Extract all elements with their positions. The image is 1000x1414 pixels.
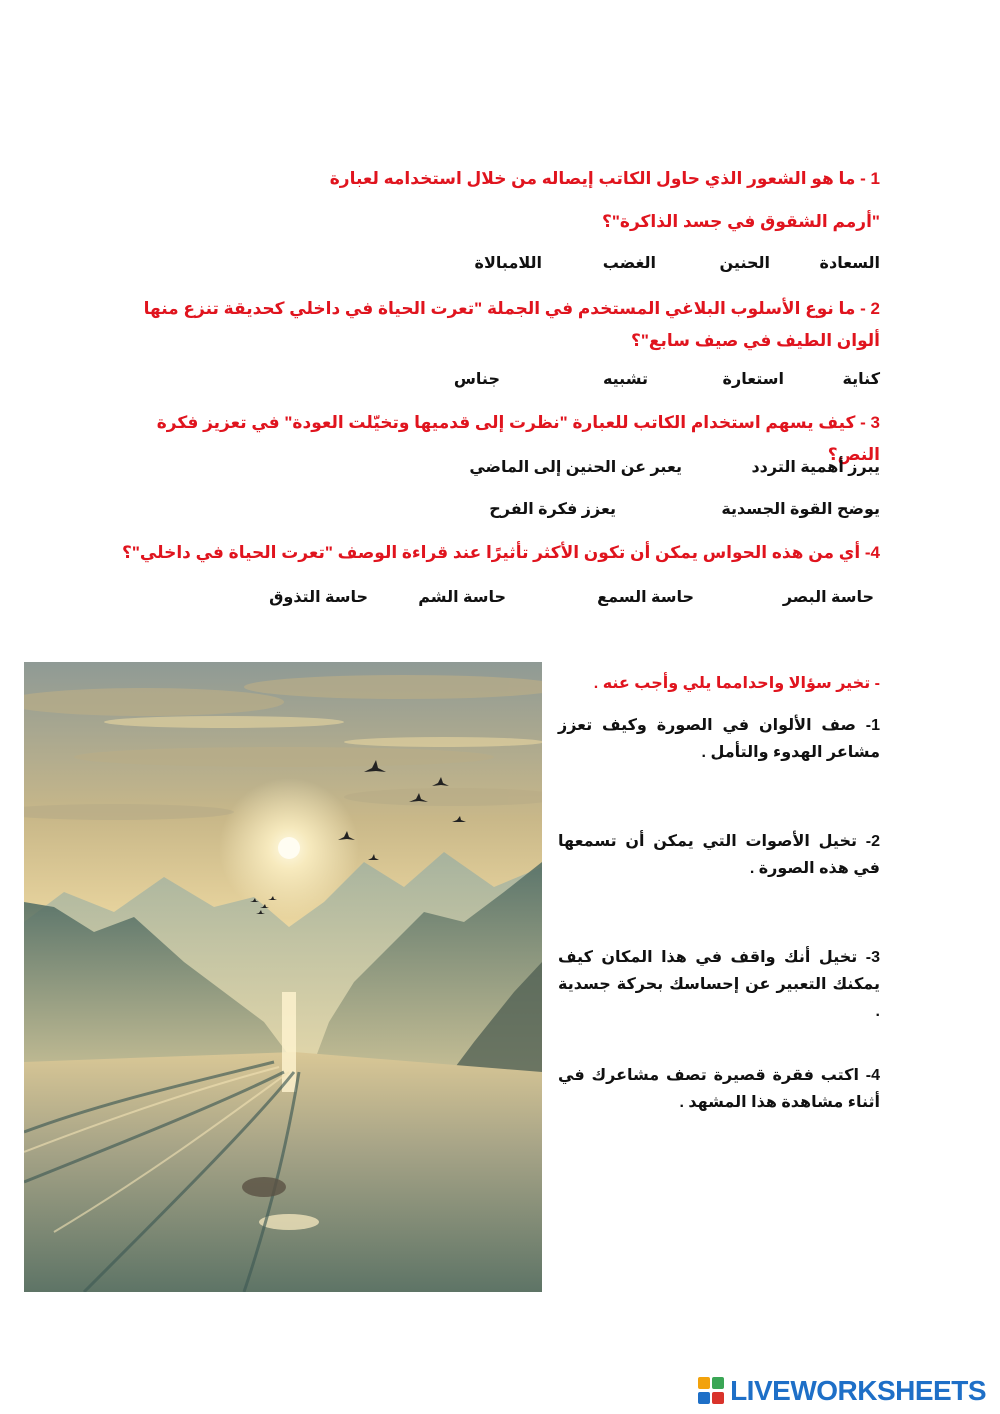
q4-option-2[interactable]: حاسة السمع bbox=[597, 589, 694, 606]
question-3-text: 3 - كيف يسهم استخدام الكاتب للعبارة "نظرت إلى قدميها وتخيّلت العودة" في تعزيز فكرة النص؟ bbox=[156, 413, 880, 464]
question-4-text: 4- أي من هذه الحواس يمكن أن تكون الأكثر تأثيرًا عند قراءة الوصف "تعرت الحياة في داخلي"؟ bbox=[122, 543, 880, 562]
q3-option-1[interactable]: يبرز أهمية التردد bbox=[751, 459, 880, 476]
q2-option-1[interactable]: كناية bbox=[842, 371, 880, 388]
question-1-quote: "أرمم الشقوق في جسد الذاكرة"؟ bbox=[601, 212, 880, 231]
task-instruction: - تخير سؤالا واحدامما يلي وأجب عنه . bbox=[593, 675, 880, 692]
q3-option-4[interactable]: يعزز فكرة الفرح bbox=[489, 501, 616, 518]
task-2: 2- تخيل الأصوات التي يمكن أن تسمعها في هذه الصورة . bbox=[558, 833, 880, 877]
q1-option-4[interactable]: اللامبالاة bbox=[474, 255, 542, 272]
question-4-options bbox=[120, 587, 880, 613]
q1-option-2[interactable]: الحنين bbox=[719, 255, 770, 272]
q2-option-2[interactable]: استعارة bbox=[722, 371, 784, 388]
question-3-options-row2 bbox=[120, 499, 880, 525]
brand-name: LIVEWORKSHEETS bbox=[730, 1375, 986, 1406]
q2-option-3[interactable]: تشبيه bbox=[602, 371, 648, 388]
task-1: 1- صف الألوان في الصورة وكيف تعزز مشاعر الهدوء والتأمل . bbox=[558, 717, 880, 761]
liveworksheets-logo bbox=[698, 1374, 986, 1408]
q4-option-4[interactable]: حاسة التذوق bbox=[269, 589, 368, 606]
q2-option-4[interactable]: جناس bbox=[453, 371, 500, 388]
question-2-options bbox=[120, 369, 880, 395]
question-3-options-row1 bbox=[120, 457, 880, 483]
task-3: 3- تخيل أنك واقف في هذا المكان كيف يمكنك التعبير عن إحساسك بحركة جسدية . bbox=[558, 949, 880, 1020]
q1-option-1[interactable]: السعادة bbox=[819, 255, 880, 272]
q3-option-3[interactable]: يوضح القوة الجسدية bbox=[721, 501, 880, 518]
liveworksheets-logo-icon bbox=[698, 1377, 724, 1405]
q1-option-3[interactable]: الغضب bbox=[602, 255, 656, 272]
question-1-options bbox=[120, 253, 880, 279]
q3-option-2[interactable]: يعبر عن الحنين إلى الماضي bbox=[469, 459, 682, 476]
q4-option-3[interactable]: حاسة الشم bbox=[418, 589, 506, 606]
q4-option-1[interactable]: حاسة البصر bbox=[782, 589, 874, 606]
question-1-text: 1 - ما هو الشعور الذي حاول الكاتب إيصاله من خلال استخدامه لعبارة bbox=[329, 169, 880, 188]
task-4: 4- اكتب فقرة قصيرة تصف مشاعرك في أثناء مشاهدة هذا المشهد . bbox=[558, 1067, 880, 1111]
sunset-landscape-image bbox=[24, 662, 542, 1292]
question-2-text: 2 - ما نوع الأسلوب البلاغي المستخدم في الجملة "تعرت الحياة في داخلي كحديقة تنزع منها ألوان الطيف في صيف سابع"؟ bbox=[143, 299, 880, 350]
